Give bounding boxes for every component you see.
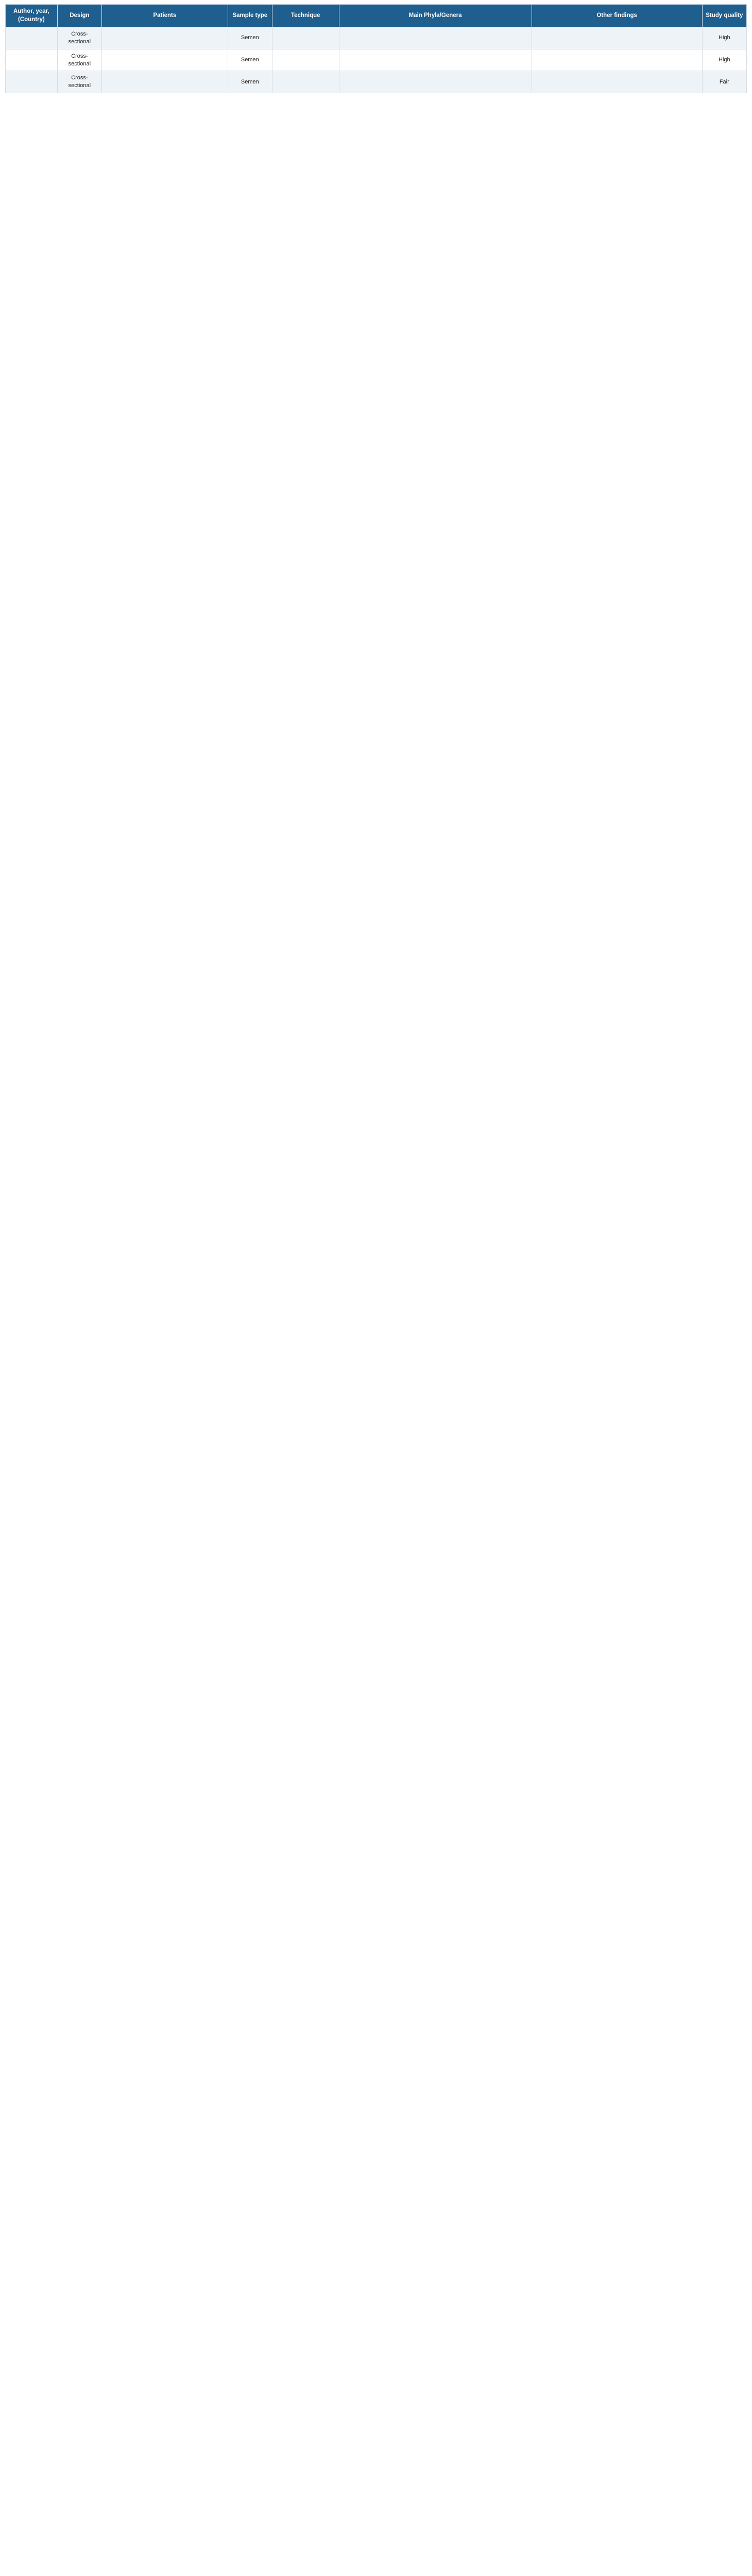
header-patients: Patients	[102, 5, 228, 27]
cell-main-phyla	[339, 27, 532, 49]
cell-patients	[102, 71, 228, 93]
header-study-quality: Study quality	[702, 5, 746, 27]
cell-patients	[102, 49, 228, 71]
cell-other-findings	[532, 71, 702, 93]
cell-technique	[272, 49, 339, 71]
header-design: Design	[57, 5, 101, 27]
cell-study-quality: Fair	[702, 71, 746, 93]
table-row	[6, 71, 747, 93]
cell-technique	[272, 71, 339, 93]
cell-design: Cross-sectional	[57, 71, 101, 93]
cell-design: Cross-sectional	[57, 49, 101, 71]
cell-main-phyla	[339, 71, 532, 93]
cell-author	[6, 49, 58, 71]
cell-main-phyla	[339, 49, 532, 71]
cell-patients	[102, 27, 228, 49]
table-row	[6, 49, 747, 71]
cell-sample-type: Semen	[228, 49, 272, 71]
header-technique: Technique	[272, 5, 339, 27]
header-sample-type: Sample type	[228, 5, 272, 27]
cell-other-findings	[532, 27, 702, 49]
table-header	[6, 5, 747, 27]
header-other-findings: Other findings	[532, 5, 702, 27]
header-row	[6, 5, 747, 27]
page	[5, 0, 747, 106]
cell-sample-type: Semen	[228, 71, 272, 93]
cell-design: Cross-sectional	[57, 27, 101, 49]
table-row	[6, 27, 747, 49]
header-author: Author, year, (Country)	[6, 5, 58, 27]
header-main-phyla: Main Phyla/Genera	[339, 5, 532, 27]
cell-sample-type: Semen	[228, 27, 272, 49]
cell-technique	[272, 27, 339, 49]
studies-table	[5, 4, 747, 93]
table-body	[6, 27, 747, 93]
cell-author	[6, 71, 58, 93]
cell-study-quality: High	[702, 49, 746, 71]
cell-author	[6, 27, 58, 49]
cell-other-findings	[532, 49, 702, 71]
cell-study-quality: High	[702, 27, 746, 49]
